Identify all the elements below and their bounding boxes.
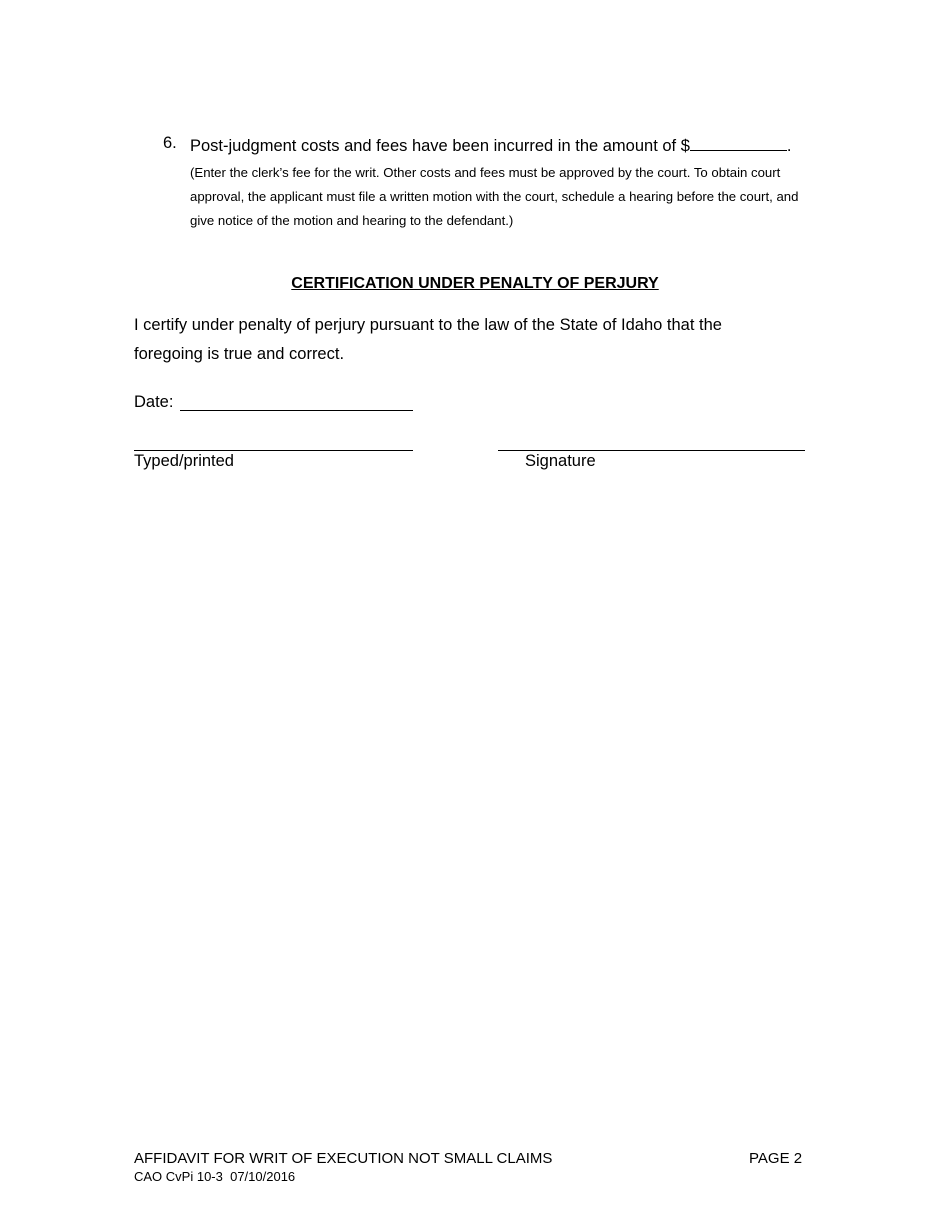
certification-statement: I certify under penalty of perjury pursuant to the law of the State of Idaho that the foregoing is true and correct. bbox=[134, 316, 722, 363]
amount-blank-field[interactable] bbox=[690, 134, 787, 151]
date-label: Date: bbox=[134, 393, 174, 411]
item-6-instructions: (Enter the clerk’s fee for the writ. Other costs and fees must be approved by the court. To obtain court approval, the applicant must file a written motion with the court, schedule a hearing before the court, and give notice of the motion and hearing to the defendant.) bbox=[190, 165, 799, 228]
item-number: 6. bbox=[163, 134, 177, 152]
signature-field-line[interactable] bbox=[498, 450, 805, 451]
date-field-line[interactable] bbox=[180, 410, 413, 411]
item-6-statement bbox=[190, 134, 791, 156]
signature-label: Signature bbox=[525, 452, 596, 470]
footer-form-title: AFFIDAVIT FOR WRIT OF EXECUTION NOT SMALL CLAIMS bbox=[134, 1150, 553, 1167]
typed-name-field-line[interactable] bbox=[134, 450, 413, 451]
item-6-period: . bbox=[786, 137, 792, 155]
item-6-text: Post-judgment costs and fees have been incurred in the amount of $ bbox=[190, 137, 690, 155]
certification-heading: CERTIFICATION UNDER PENALTY OF PERJURY bbox=[291, 275, 659, 292]
typed-printed-label: Typed/printed bbox=[134, 452, 234, 470]
footer-form-code: CAO CvPi 10-3 07/10/2016 bbox=[134, 1169, 296, 1184]
footer-page-number: PAGE 2 bbox=[749, 1150, 803, 1167]
